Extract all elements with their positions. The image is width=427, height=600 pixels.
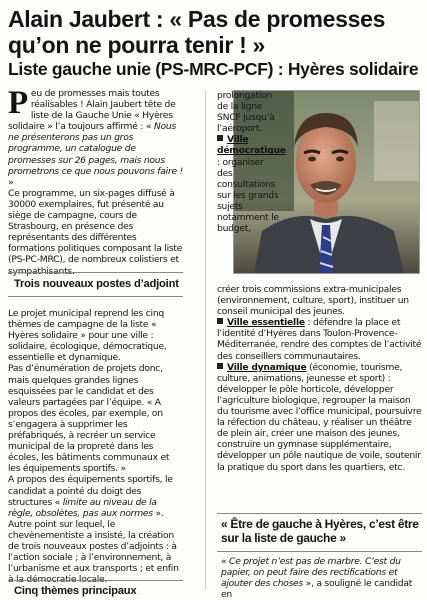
last-text: », a souligné le candidat en bbox=[221, 578, 413, 600]
intro-quote: Nous ne présenterons pas un gros programme, un catalogue de promesses sur 26 pages, mais nous prometrons ce que nous pouvons faire ! bbox=[8, 121, 184, 177]
section-title-themes: Cinq thèmes principaux bbox=[14, 585, 137, 597]
left-paragraph-2: Pas d’énumération de projets donc, mais quelques grandes lignes esquissées par le candidat et des valeurs partagées par l’équipe. « A propos des écoles, par exemple, on s’engagera à supprimer les préfabriqués, à recréer un service municipal de la propreté dans les écoles, les bâtiments communaux et les équipements sportifs. » bbox=[8, 363, 170, 475]
left-paragraph-3: A propos des équipements sportifs, le candidat a pointé du doigt des structures « bbox=[8, 474, 173, 508]
theme-dynamique-label: Ville dynamique bbox=[227, 361, 307, 373]
intro-text: eu de promesses mais toutes réalisables ! Alain Jaubert tête de liste de la Gauche Unie « Hyères solidaire » l’a toujours affirmé : « bbox=[8, 88, 176, 133]
article-headline: Alain Jaubert : « Pas de promesses qu’on ne pourra tenir ! » bbox=[8, 6, 386, 58]
right-narrow-text bbox=[217, 90, 286, 285]
bullet-icon bbox=[217, 318, 223, 324]
drop-cap: P bbox=[8, 85, 28, 121]
bullet-icon bbox=[217, 135, 223, 141]
last-paragraph: « Ce projet n’est pas de marbre. C’est du papier, on peut faire des rectifications et ajouter des choses », a souligné le candidat en bbox=[221, 556, 413, 600]
sncf-text: prolongation de la ligne SNCF jusqu’à l’aéroport. bbox=[217, 90, 275, 135]
theme-essentielle-label: Ville essentielle bbox=[227, 317, 305, 329]
section-title-quote: « Être de gauche à Hyères, c’est être sur la liste de gauche » bbox=[221, 517, 419, 545]
intro-block: Peu de promesses mais toutes réalisables ! Alain Jaubert tête de liste de la Gauche Unie « Hyères solidaire » l’a toujours affirmé : « Nous ne présenterons pas un gros programme, un catalogue de promesses sur 26 pages, mais nous prometrons ce que nous pouvons faire ! » Ce programme, un six-pages diffusé à 30000 exemplaires, fut présenté au siège de campagne, cours de Strasbourg, en présence des représentants des différentes formations politiques composant la liste (PS-PC-MRC), de nombreux colistiers et sympathisants. bbox=[8, 85, 184, 277]
divider bbox=[8, 272, 183, 273]
last-quote: Ce projet n’est pas de marbre. C’est du papier, on peut faire des rectifications et ajouter des choses bbox=[221, 556, 401, 590]
bullet-icon bbox=[217, 363, 223, 369]
theme-essentielle-text: : défendre la place et l’identité d’Hyères dans Toulon-Provence-Méditerranée, rendre des comptes de l’activité des conseillers communautaires. bbox=[217, 317, 422, 362]
divider bbox=[217, 551, 422, 552]
theme-democratique-text: : organiser des consultations sur les grands sujets notamment le budget, bbox=[217, 156, 279, 235]
divider bbox=[217, 513, 422, 514]
right-paragraph-1: créer trois commissions extra-municipales (environnement, culture, sport), instituer un conseil municipal des jeunes. bbox=[217, 284, 409, 318]
divider bbox=[8, 296, 183, 297]
divider bbox=[8, 580, 183, 581]
section-title-adjoints: Trois nouveaux postes d’adjoint bbox=[14, 278, 179, 290]
theme-dynamique-text: (économie, tourisme, culture, animations, jeunesse et sport) : développer le pôle horticole, développer l’agriculture biologique, regrouper la maison du tourisme avec l’office municipal, poursuivre la réfection du château, y réaliser un théâtre de plein air, créer une maison des jeunes, construire un gymnase supplémentaire, développer un pôle nautique de voile, soutenir la pratique du sport dans les quartiers, etc. bbox=[217, 361, 422, 473]
left-paragraph-4: Autre point sur lequel, le chevènementiste a insisté, la création de trois nouveaux postes d’adjoints : à l’action sociale ; à l’environnement, à l’urbanisme et aux transports ; et enfin à la démocratie locale. bbox=[8, 518, 179, 586]
intro-paragraph-2: Ce programme, un six-pages diffusé à 30000 exemplaires, fut présenté au siège de campagne, cours de Strasbourg, en présence des représentants des différentes formations politiques composant la liste (PS-PC-MRC), de nombreux colistiers et sympathisants. bbox=[8, 187, 183, 277]
column-separator bbox=[205, 90, 206, 590]
left-paragraph-1: Le projet municipal reprend les cinq thèmes de campagne de la liste « Hyères solidaire » pour une ville : solidaire, écologique, démocratique, essentielle et dynamique. bbox=[8, 308, 167, 364]
right-column-body bbox=[217, 284, 422, 514]
left-paragraph-3-quote: limite au niveau de la règle, obsolètes, pas aux normes bbox=[8, 496, 157, 519]
left-column-body: Le projet municipal reprend les cinq thèmes de campagne de la liste « Hyères solidaire » pour une ville : solidaire, écologique, démocratique, essentielle et dynamique. Pas d’énumération de projets donc, mais quelques grandes lignes esquissées par le candidat et des valeurs partagées par l’équipe. « A propos des écoles, par exemple, on s’engagera à supprimer les préfabriqués, à recréer un service municipal de la propreté dans les écoles, les bâtiments communaux et les équipements sportifs. » A propos des équipements sportifs, le candidat a pointé du doigt des structures « limite au niveau de la règle, obsolètes, pas aux normes ». Autre point sur lequel, le chevènementiste a insisté, la création de trois nouveaux postes d’adjoints : à l’action sociale ; à l’environnement, à l’urbanisme et aux transports ; et enfin à la démocratie locale. bbox=[8, 308, 183, 578]
article-subheadline: Liste gauche unie (PS-MRC-PCF) : Hyères solidaire bbox=[8, 59, 419, 79]
theme-democratique-label: Ville démocratique bbox=[217, 134, 286, 157]
